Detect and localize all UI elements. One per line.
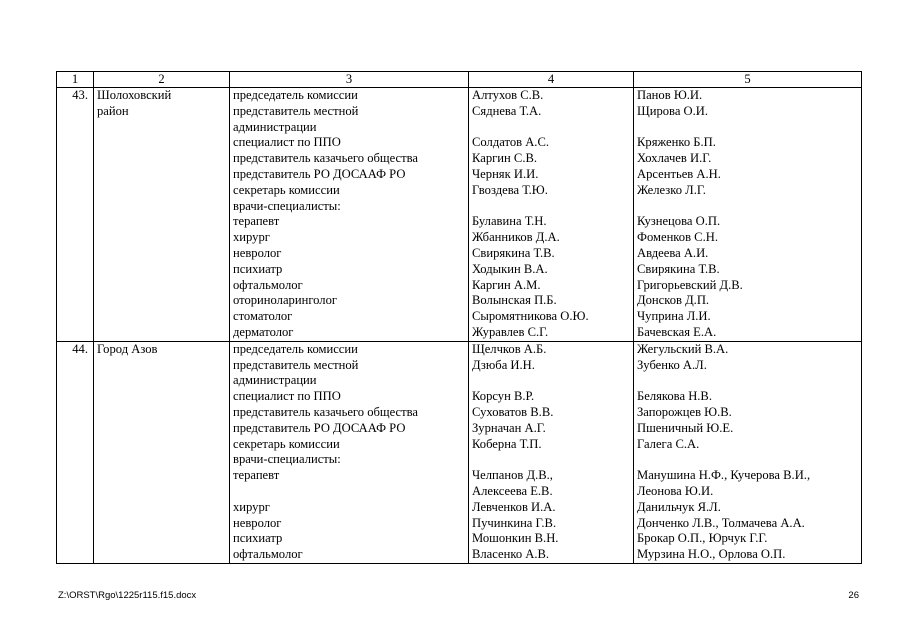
reserve-name: Григорьевский Д.В. [637,277,743,292]
reserve-name: Запорожцев Ю.В. [637,404,732,419]
district-line: район [97,103,129,118]
member-name: Каргин С.В. [472,151,538,166]
role-line: стоматолог [233,309,293,324]
main-members-cell [469,88,634,342]
role-line: врачи-специалисты: [233,452,341,467]
reserve-name [637,199,858,215]
role-line: психиатр [233,261,283,276]
reserve-name: Панов Ю.И. [637,88,703,102]
reserve-name: Галега С.А. [637,436,700,451]
role-line: администрации [233,119,317,134]
role-line: невролог [233,515,282,530]
role-line: терапевт [233,214,280,229]
role-line: психиатр [233,531,283,546]
member-name: Щелчков А.Б. [472,341,547,356]
member-name [472,452,630,468]
role-line: терапевт [233,468,280,483]
member-name: Ходыкин В.А. [472,261,548,276]
roles-cell [230,341,469,563]
role-line: председатель комиссии [233,341,358,356]
member-name: Зурначан А.Г. [472,420,546,435]
row-number: 44. [57,341,94,563]
role-line: врачи-специалисты: [233,198,341,213]
reserve-name: Пшеничный Ю.Е. [637,420,734,435]
district-line: Город Азов [97,341,158,356]
member-name: Власенко А.В. [472,547,550,562]
reserve-name: Свирякина Т.В. [637,261,720,276]
header-col-1: 1 [57,72,94,88]
member-name [472,199,630,215]
member-name: Жбанников Д.А. [472,230,560,245]
reserve-name [637,452,858,468]
reserve-name: Зубенко А.Л. [637,357,707,372]
role-line [233,484,465,500]
district-cell [94,88,230,342]
reserve-name: Авдеева А.И. [637,245,709,260]
role-line: администрации [233,373,317,388]
role-line: специалист по ППО [233,389,341,404]
reserve-members-cell [634,88,862,342]
roles-cell [230,88,469,342]
reserve-name: Щирова О.И. [637,103,709,118]
header-col-3: 3 [230,72,469,88]
reserve-name: Белякова Н.В. [637,389,712,404]
role-line: представитель местной [233,357,359,372]
role-line: представитель РО ДОСААФ РО [233,166,406,181]
member-name [472,120,630,136]
role-line: секретарь комиссии [233,436,340,451]
commission-table [56,71,862,564]
header-col-4: 4 [469,72,634,88]
member-name: Гвоздева Т.Ю. [472,182,548,197]
role-line: офтальмолог [233,547,303,562]
district-line: Шолоховский [97,88,172,102]
reserve-name [637,373,858,389]
reserve-name: Манушина Н.Ф., Кучерова В.И., [637,468,811,483]
role-line: представитель РО ДОСААФ РО [233,420,406,435]
member-name: Левченков И.А. [472,499,556,514]
member-name: Дзюба И.Н. [472,357,535,372]
role-line: невролог [233,245,282,260]
role-line: представитель казачьего общества [233,151,418,166]
reserve-name: Мурзина Н.О., Орлова О.П. [637,547,786,562]
role-line: офтальмолог [233,277,303,292]
role-line: представитель казачьего общества [233,404,418,419]
member-name: Свирякина Т.В. [472,245,555,260]
member-name: Суховатов В.В. [472,404,554,419]
reserve-name: Чуприна Л.И. [637,309,711,324]
reserve-name [637,120,858,136]
member-name: Пучинкина Г.В. [472,515,557,530]
reserve-name: Брокар О.П., Юрчук Г.Г. [637,531,768,546]
header-row [57,72,862,88]
header-col-5: 5 [634,72,862,88]
footer-file-path: Z:\ORST\Rgo\1225r115.f15.docx [58,590,197,601]
member-name: Волынская П.Б. [472,293,557,308]
table-body [57,72,862,564]
member-name: Солдатов А.С. [472,135,550,150]
table-row [57,88,862,342]
member-name: Алексеева Е.В. [472,483,553,498]
member-name: Журавлев С.Г. [472,324,549,339]
member-name: Сяднева Т.А. [472,103,542,118]
member-name: Каргин А.М. [472,277,541,292]
role-line: секретарь комиссии [233,182,340,197]
reserve-name: Арсентьев А.Н. [637,166,721,181]
member-name: Булавина Т.Н. [472,214,547,229]
role-line: представитель местной [233,103,359,118]
role-line: оториноларинголог [233,293,338,308]
member-name: Корсун В.Р. [472,389,535,404]
footer-page-number: 26 [848,590,859,601]
main-members-cell [469,341,634,563]
district-cell [94,341,230,563]
role-line: дерматолог [233,324,294,339]
role-line: хирург [233,230,270,245]
reserve-name: Фоменков С.Н. [637,230,718,245]
reserve-name: Кузнецова О.П. [637,214,721,229]
member-name: Черняк И.И. [472,166,539,181]
reserve-members-cell [634,341,862,563]
table-row [57,341,862,563]
role-line: специалист по ППО [233,135,341,150]
reserve-name: Кряженко Б.П. [637,135,716,150]
row-number: 43. [57,88,94,342]
reserve-name: Железко Л.Г. [637,182,706,197]
role-line: хирург [233,499,270,514]
reserve-name: Данильчук Я.Л. [637,499,721,514]
member-name: Алтухов С.В. [472,88,544,102]
member-name: Мошонкин В.Н. [472,531,559,546]
member-name [472,373,630,389]
reserve-name: Донченко Л.В., Толмачева А.А. [637,515,805,530]
role-line: председатель комиссии [233,88,358,102]
reserve-name: Леонова Ю.И. [637,483,714,498]
reserve-name: Жегульский В.А. [637,341,729,356]
member-name: Коберна Т.П. [472,436,542,451]
reserve-name: Донсков Д.П. [637,293,710,308]
header-col-2: 2 [94,72,230,88]
reserve-name: Хохлачев И.Г. [637,151,712,166]
reserve-name: Бачевская Е.А. [637,324,717,339]
member-name: Сыромятникова О.Ю. [472,309,589,324]
member-name: Челпанов Д.В., [472,468,553,483]
